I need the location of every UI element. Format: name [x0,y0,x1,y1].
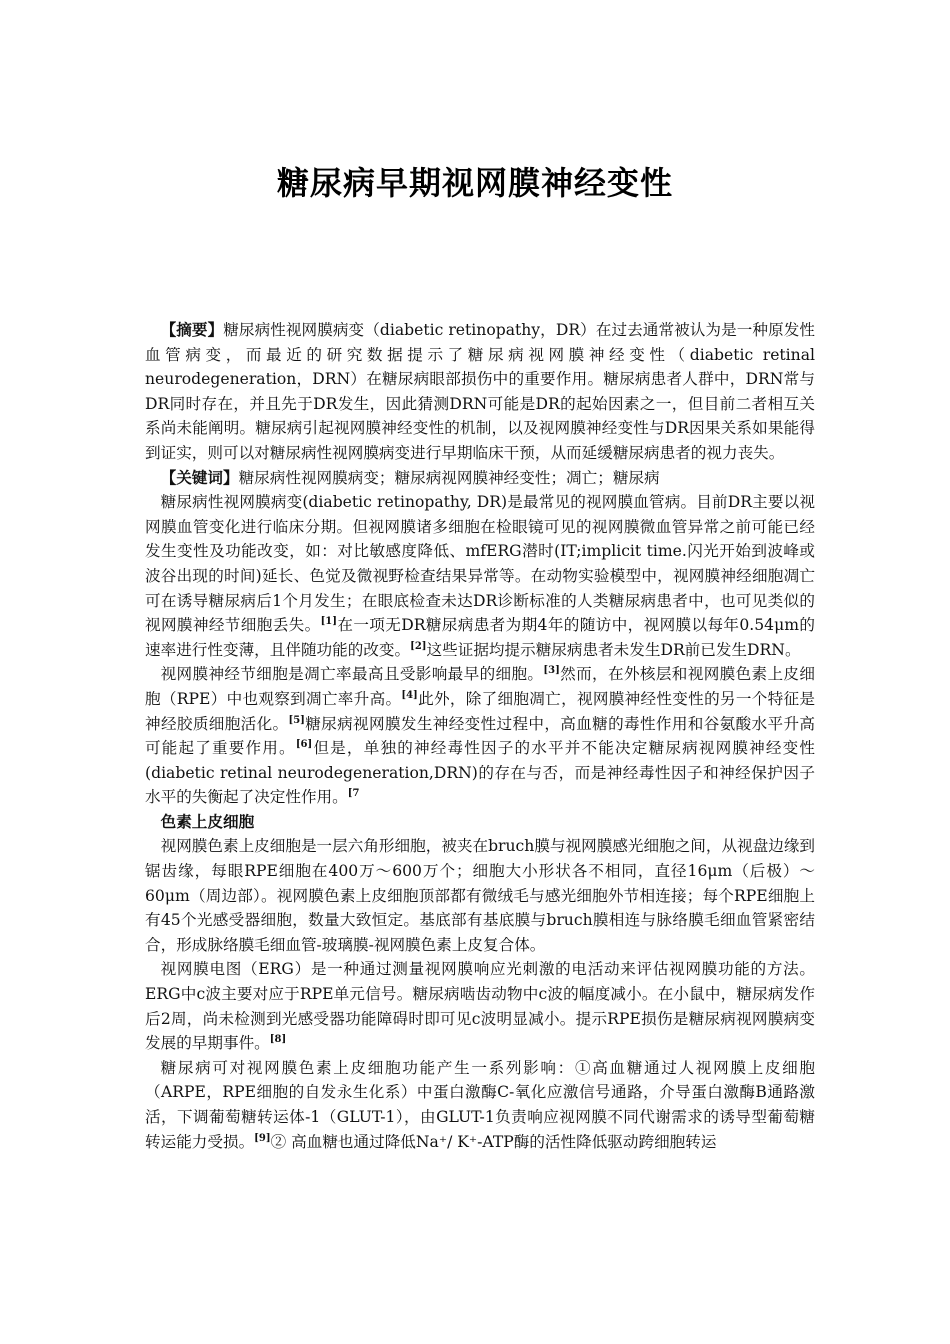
body-paragraph-3: 视网膜色素上皮细胞是一层六角形细胞，被夹在bruch膜与视网膜感光细胞之间，从视盘边缘到锯齿缘，每眼RPE细胞在400万～600万个；细胞大小形状各不相同，直径16μm（后极）～60μm（周边部）。视网膜色素上皮细胞顶部都有微绒毛与感光细胞外节相连接；每个RPE细胞上有45个光感受器细胞，数量大致恒定。基底部有基底膜与bruch膜相连与脉络膜毛细血管紧密结合，形成脉络膜毛细血管-玻璃膜-视网膜色素上皮复合体。 [145,837,816,954]
keywords-text: 糖尿病性视网膜病变；糖尿病视网膜神经变性；凋亡；糖尿病 [238,468,660,487]
abstract-text: 糖尿病性视网膜病变（diabetic retinopathy，DR）在过去通常被认为是一种原发性血管病变，而最近的研究数据提示了糖尿病视网膜神经变性（diabetic retinal neurodegeneration，DRN）在糖尿病眼部损伤中的重要作用。糖尿病患者人群中，DRN常与DR同时存在，并且先于DR发生，因此猜测DRN可能是DR的起始因素之一，但目前二者相互关系尚未能阐明。糖尿病引起视网膜神经变性的机制，以及视网膜神经变性与DR因果关系如果能得到证实，则可以对糖尿病性视网膜病变进行早期临床干预，从而延缓糖尿病患者的视力丧失。 [145,321,815,462]
citation-6: [6] [295,739,313,751]
section-heading: 色素上皮细胞 [160,812,255,831]
document-body [145,318,815,1154]
document-title: 糖尿病早期视网膜神经变性 [276,164,673,202]
paragraph-text: 视网膜电图（ERG）是一种通过测量视网膜响应光刺激的电活动来评估视网膜功能的方法。ERG中c波主要对应于RPE单元信号。糖尿病啮齿动物中c波的幅度减小。在小鼠中，糖尿病发作后2周，尚未检测到光感受器功能障碍时即可见c波明显减小。提示RPE损伤是糖尿病视网膜病变发展的早期事件。 [145,960,815,1053]
paragraph-text: 这些证据均提示糖尿病患者未发生DR前已发生DRN。 [426,640,801,659]
citation-4: [4] [401,689,418,701]
paragraph-text: 糖尿病视网膜发生神经变性过程中，高血糖的毒性作用和谷氨酸水平升高可能起了重要作用。 [145,714,815,758]
abstract-label: 【摘要】 [160,321,224,339]
section-heading-paragraph [145,810,815,835]
paragraph-text: 此外，除了细胞凋亡，视网膜神经性变性的另一个特征是神经胶质细胞活化。 [145,689,815,733]
paragraph-text: 糖尿病性视网膜病变(diabetic retinopathy, DR)是最常见的视网膜血管病。目前DR主要以视网膜血管变化进行临床分期。但视网膜诸多细胞在检眼镜可见的视网膜微血管异常之前可能已经发生变性及功能改变，如：对比敏感度降低、mfERG潜时(IT;implicit time.闪光开始到波峰或波谷出现的时间)延长、色觉及微视野检查结果异常等。在动物实验模型中，视网膜神经细胞凋亡可在诱导糖尿病后1个月发生；在眼底检查未达DR诊断标准的人类糖尿病患者中，也可见类似的视网膜神经节细胞丢失。 [145,493,815,635]
paragraph-text: 糖尿病可对视网膜色素上皮细胞功能产生一系列影响：①高血糖通过人视网膜上皮细胞（ARPE，RPE细胞的自发永生化系）中蛋白激酶C-氧化应激信号通路，介导蛋白激酶B通路激活，下调葡萄糖转运体-1（GLUT-1），由GLUT-1负责响应视网膜不同代谢需求的诱导型葡萄糖转运能力受损。 [145,1058,815,1151]
paragraph-text: 在一项无DR糖尿病患者为期4年的随访中，视网膜以每年0.54μm的速率进行性变薄，且伴随功能的改变。 [145,616,815,659]
citation-2: [2] [410,640,427,652]
citation-9: [9] [254,1132,271,1144]
citation-5: [5] [288,714,305,726]
paragraph-text: 视网膜神经节细胞是凋亡率最高且受影响最早的细胞。 [160,665,544,684]
body-paragraph-2 [145,662,815,810]
keywords-label: 【关键词】 [160,468,239,487]
citation-1: [1] [320,616,337,628]
paragraph-text: 但是，单独的神经毒性因子的水平并不能决定糖尿病视网膜神经变性(diabetic retinal neurodegeneration,DRN)的存在与否，而是神经毒性因子和神经保护因子水平的失衡起了决定性作用。 [145,739,815,807]
citation-7: [7 [347,788,360,800]
paragraph-text: ② 高血糖也通过降低Na⁺/ K⁺-ATP酶的活性降低驱动跨细胞转运 [270,1132,717,1151]
keywords-paragraph [145,466,815,491]
body-paragraph-4 [145,957,815,1055]
paragraph-text: 然而，在外核层和视网膜色素上皮细胞（RPE）中也观察到凋亡率升高。 [145,665,815,708]
body-paragraph-5 [145,1056,815,1154]
body-paragraph-1 [145,490,815,662]
citation-3: [3] [543,665,560,677]
citation-8: [8] [269,1034,287,1046]
abstract-paragraph [145,318,815,466]
